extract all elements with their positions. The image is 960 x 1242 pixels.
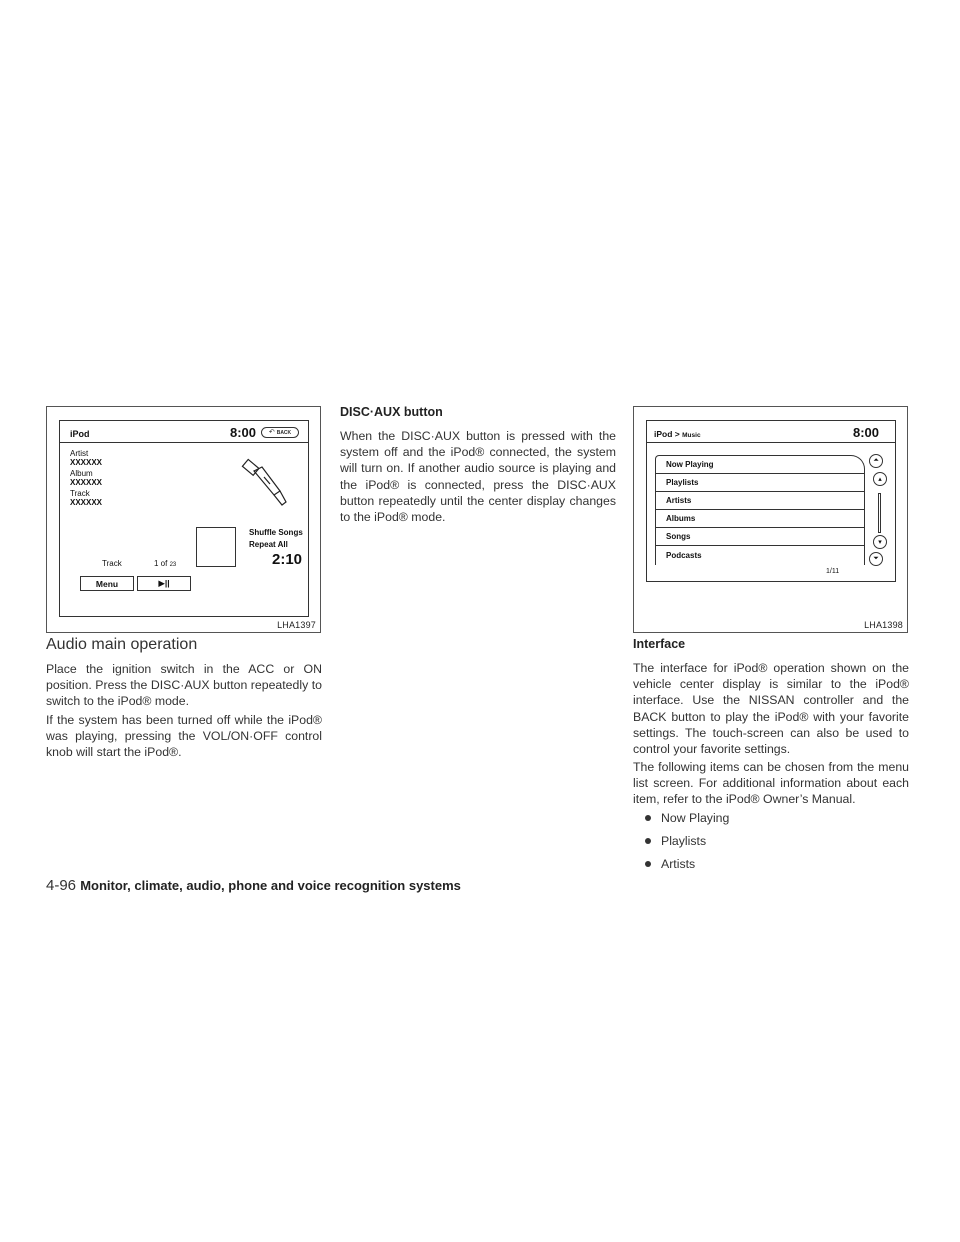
breadcrumb-separator: > — [674, 429, 680, 439]
middle-paragraph: When the DISC·AUX button is pressed with the system off and the iPod® connected, the system will turn on. If another audio source is playing and the iPod® is connected, press the DISC·AUX button repeatedly until the center display changes to the iPod® mode. — [340, 429, 616, 525]
screen-menu-list — [646, 420, 896, 582]
play-pause-button[interactable]: ▶|| — [137, 576, 191, 591]
scroll-bottom-button[interactable] — [869, 552, 883, 566]
bullet-icon — [645, 838, 651, 844]
bullet-icon — [645, 861, 651, 867]
section-heading-disc-aux: DISC·AUX button — [340, 405, 443, 419]
figure-menu-list — [633, 406, 908, 633]
album-label: Album — [70, 469, 93, 478]
repeat-status: Repeat All — [249, 540, 288, 549]
bullet-icon — [645, 815, 651, 821]
artist-value: XXXXXX — [70, 458, 103, 467]
right-paragraph-1: The interface for iPod® operation shown on the vehicle center display is similar to the iPod® interface. Use the NISSAN controller and the BACK button to play the iPod® with your favorite settings. The touch-screen can also be used to control your favorite settings. — [633, 661, 909, 757]
track-counter-total: 23 — [169, 562, 177, 568]
bullet-text: Now Playing — [661, 811, 730, 825]
album-art — [196, 527, 236, 567]
down-arrow-icon: ▾ — [878, 539, 882, 546]
screen-now-playing — [59, 420, 309, 617]
double-down-arrow-icon: ⏷ — [873, 555, 879, 562]
figure-now-playing — [46, 406, 321, 633]
breadcrumb-current: Music — [682, 432, 701, 439]
menu-item-now-playing[interactable]: Now Playing — [656, 456, 864, 474]
menu-item-songs[interactable]: Songs — [656, 528, 864, 546]
menu-item-podcasts[interactable]: Podcasts — [666, 550, 702, 560]
section-heading-interface: Interface — [633, 637, 686, 651]
figure-code: LHA1398 — [864, 620, 903, 630]
left-paragraph-1: Place the ignition switch in the ACC or ON position. Press the DISC·AUX button repeatedly to switch to the iPod® mode. — [46, 662, 322, 709]
track-counter-value — [154, 559, 176, 568]
double-up-arrow-icon: ⏶ — [873, 457, 879, 464]
scroll-track[interactable] — [878, 493, 881, 533]
screen-clock: 8:00 — [853, 425, 880, 440]
right-paragraph-2: The following items can be chosen from the menu list screen. For additional information about each item, refer to the iPod® Owner’s Manual. — [633, 760, 909, 807]
header-divider — [60, 442, 308, 443]
figure-code: LHA1397 — [277, 620, 316, 630]
page-footer — [46, 877, 461, 894]
header-divider — [647, 442, 895, 443]
chapter-title: Monitor, climate, audio, phone and voice recognition systems — [80, 878, 461, 893]
breadcrumb-root: iPod — [654, 429, 673, 439]
track-counter-label: Track — [102, 559, 122, 568]
breadcrumb — [654, 429, 701, 439]
album-value: XXXXXX — [70, 478, 103, 487]
bullet-item — [645, 834, 706, 848]
back-label: BACK — [276, 429, 292, 436]
track-label: Track — [70, 489, 90, 498]
bullet-text: Artists — [661, 857, 696, 871]
shuffle-status: Shuffle Songs — [249, 528, 303, 537]
elapsed-time: 2:10 — [272, 551, 303, 568]
screen-title: iPod — [70, 429, 90, 439]
up-arrow-icon: ▴ — [878, 476, 882, 483]
usb-connector-icon — [240, 457, 290, 513]
scroll-top-button[interactable] — [869, 454, 883, 468]
menu-item-playlists[interactable]: Playlists — [656, 474, 864, 492]
back-arrow-icon: ↶ — [268, 429, 275, 436]
artist-label: Artist — [70, 449, 89, 458]
page-indicator: 1/11 — [826, 568, 840, 575]
page-number: 4-96 — [46, 877, 77, 894]
menu-item-artists[interactable]: Artists — [656, 492, 864, 510]
section-heading-audio-main-operation: Audio main operation — [46, 636, 198, 653]
screen-clock: 8:00 — [230, 425, 257, 440]
bullet-item — [645, 811, 729, 825]
track-counter-current: 1 of — [154, 559, 168, 568]
menu-list — [655, 455, 865, 565]
left-paragraph-2: If the system has been turned off while the iPod® was playing, pressing the VOL/ON·OFF control knob will start the iPod®. — [46, 713, 322, 760]
scroll-down-button[interactable] — [873, 535, 887, 549]
menu-button[interactable]: Menu — [80, 576, 134, 591]
bullet-item — [645, 857, 695, 871]
back-button[interactable] — [261, 427, 299, 438]
scroll-up-button[interactable] — [873, 472, 887, 486]
track-value: XXXXXX — [70, 498, 103, 507]
bullet-text: Playlists — [661, 834, 707, 848]
menu-item-albums[interactable]: Albums — [656, 510, 864, 528]
